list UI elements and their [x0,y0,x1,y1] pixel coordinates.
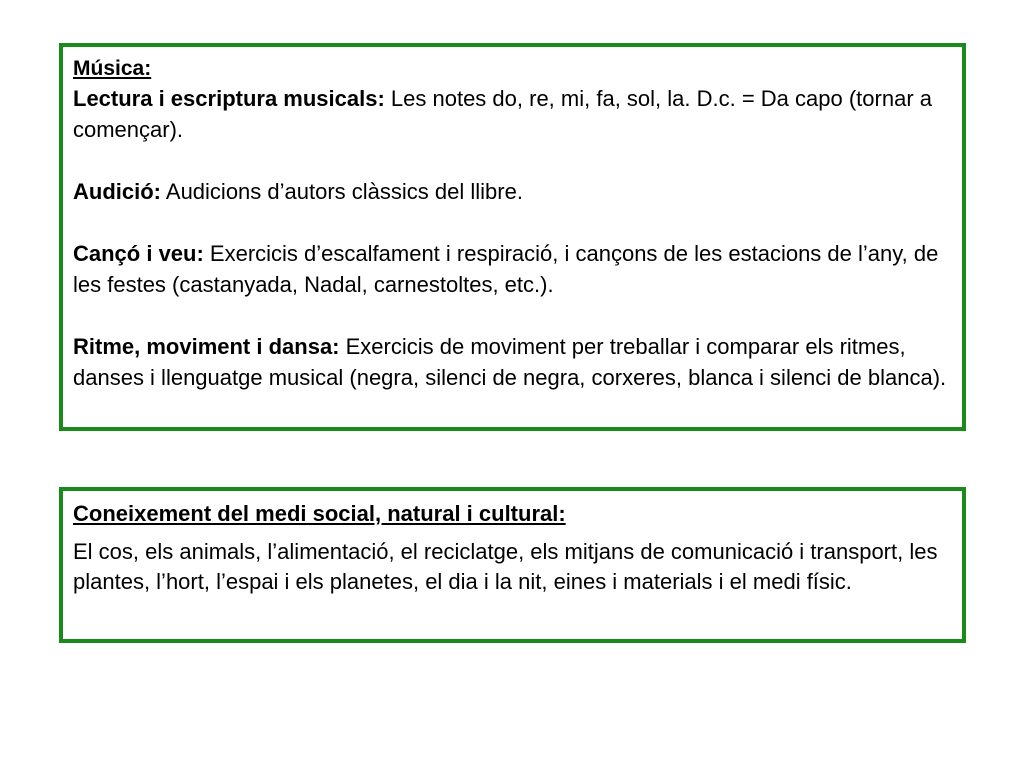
music-title: Música: [73,57,152,80]
rhythm-dance-paragraph [73,331,952,393]
music-section-box [59,43,966,431]
song-voice-text: Exercicis d’escalfament i respiració, i cançons de les estacions de l’any, de les festes (castanyada, Nadal, carnestoltes, etc.). [73,241,939,297]
listening-text: Audicions d’autors clàssics del llibre. [161,179,523,204]
spacer [73,300,952,331]
song-voice-paragraph [73,238,952,300]
environment-title: Coneixement del medi social, natural i cultural: [73,501,566,526]
reading-writing-label: Lectura i escriptura musicals: [73,86,385,111]
listening-paragraph [73,176,952,207]
reading-writing-paragraph [73,83,952,145]
listening-label: Audició: [73,179,161,204]
reading-writing-text: Les notes do, re, mi, fa, sol, la. D.c. = Da capo (tornar a començar). [73,86,932,142]
rhythm-dance-label: Ritme, moviment i dansa: [73,334,340,359]
environment-body: El cos, els animals, l’alimentació, el reciclatge, els mitjans de comunicació i transport, les plantes, l’hort, l’espai i els planetes, el dia i la nit, eines i materials i el medi físic. [73,539,938,594]
song-voice-label: Cançó i veu: [73,241,204,266]
environment-section-box [59,487,966,643]
spacer [73,145,952,176]
spacer [73,207,952,238]
rhythm-dance-text: Exercicis de moviment per treballar i comparar els ritmes, danses i llenguatge musical (negra, silenci de negra, corxeres, blanca i silenci de blanca). [73,334,947,390]
